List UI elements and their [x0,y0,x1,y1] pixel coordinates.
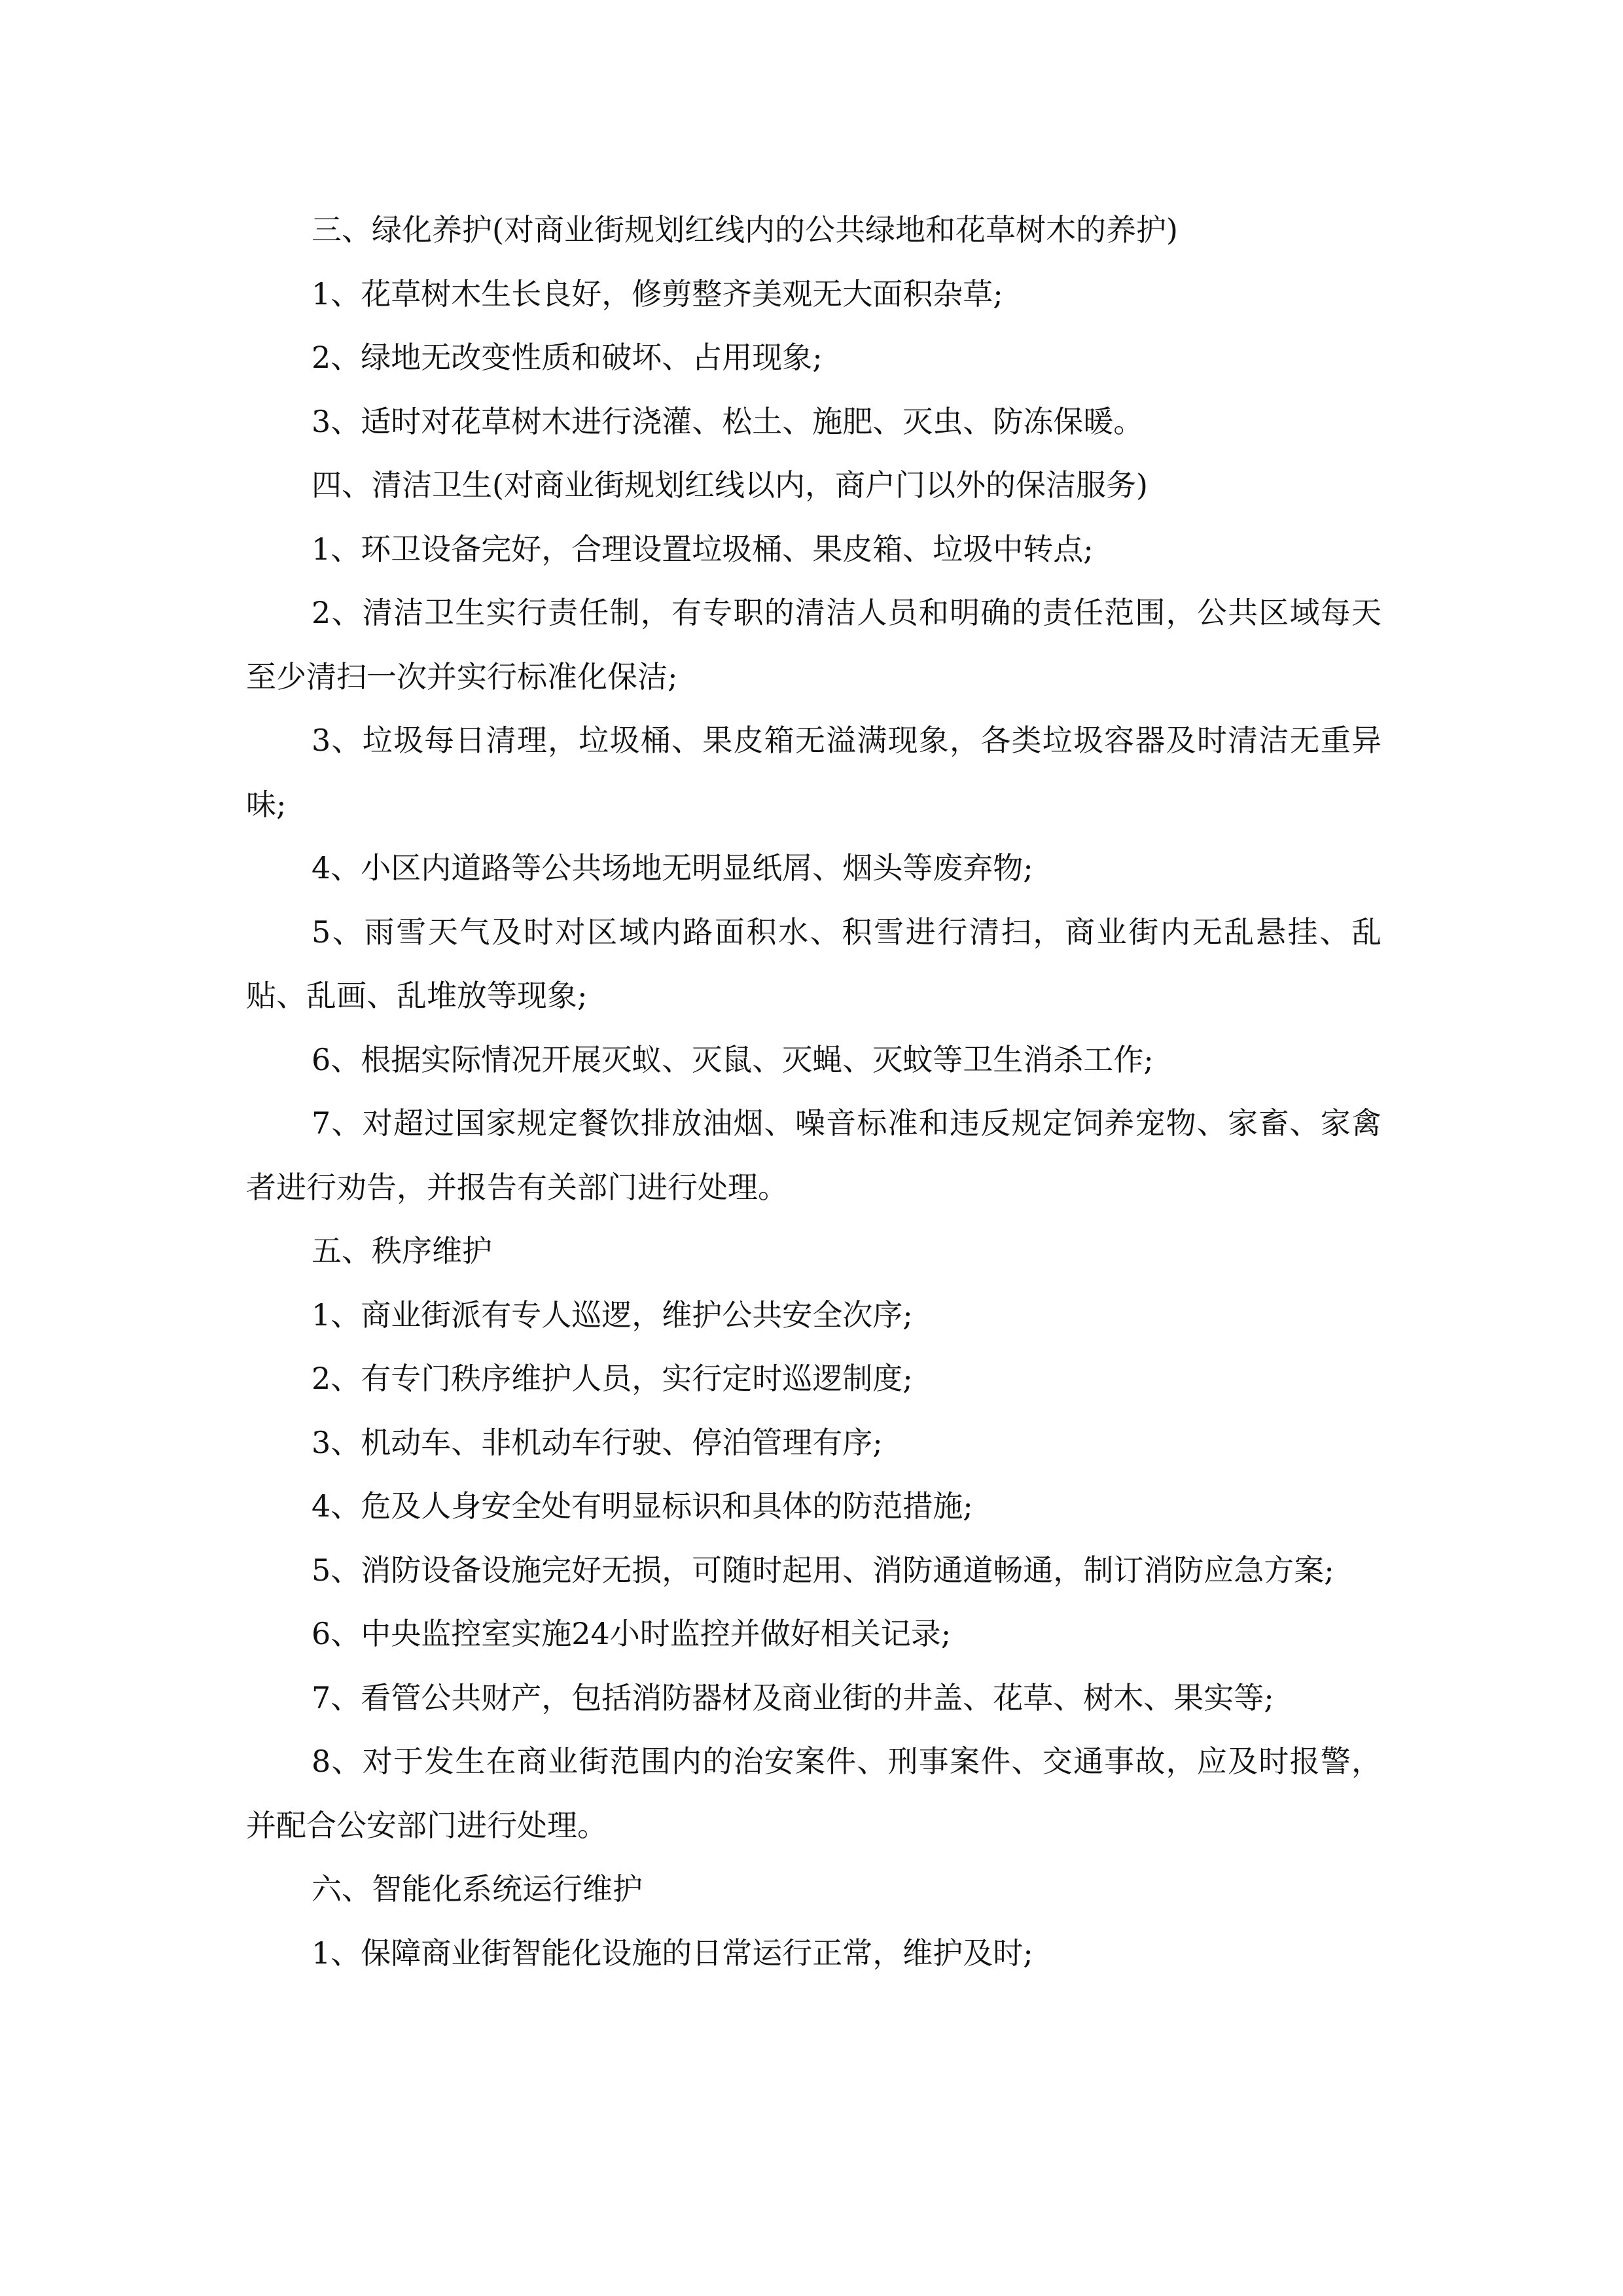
list-item: 3、适时对花草树木进行浇灌、松土、施肥、灭虫、防冻保暖。 [312,403,1144,439]
list-item: 7、对超过国家规定餐饮排放油烟、噪音标准和违反规定饲养宠物、家畜、家禽者进行劝告，并报告有关部门进行处理。 [246,1105,1382,1205]
document-body [246,198,1382,1985]
list-item: 4、小区内道路等公共场地无明显纸屑、烟头等废弃物; [312,850,1033,886]
list-item: 8、对于发生在商业街范围内的治安案件、刑事案件、交通事故，应及时报警，并配合公安部门进行处理。 [246,1744,1382,1843]
list-item: 3、垃圾每日清理，垃圾桶、果皮箱无溢满现象，各类垃圾容器及时清洁无重异味; [246,723,1382,822]
section-heading-intelligent-systems: 六、智能化系统运行维护 [312,1871,643,1907]
list-item: 6、中央监控室实施24小时监控并做好相关记录; [312,1616,952,1651]
list-item: 5、雨雪天气及时对区域内路面积水、积雪进行清扫，商业街内无乱悬挂、乱贴、乱画、乱堆放等现象; [246,914,1382,1013]
list-item: 2、绿地无改变性质和破坏、占用现象; [312,340,823,375]
list-item: 7、看管公共财产，包括消防器材及商业街的井盖、花草、树木、果实等; [312,1679,1274,1715]
list-item: 1、环卫设备完好，合理设置垃圾桶、果皮箱、垃圾中转点; [312,531,1094,567]
list-item: 6、根据实际情况开展灭蚁、灭鼠、灭蝇、灭蚊等卫生消杀工作; [312,1041,1154,1077]
list-item: 1、保障商业街智能化设施的日常运行正常，维护及时; [312,1935,1033,1971]
section-heading-cleaning: 四、清洁卫生(对商业街规划红线以内，商户门以外的保洁服务) [312,467,1148,503]
list-item: 2、清洁卫生实行责任制，有专职的清洁人员和明确的责任范围，公共区域每天至少清扫一次并实行标准化保洁; [246,595,1382,694]
list-item: 1、花草树木生长良好，修剪整齐美观无大面积杂草; [312,276,1003,312]
section-heading-greening: 三、绿化养护(对商业街规划红线内的公共绿地和花草树木的养护) [312,212,1178,247]
list-item: 5、消防设备设施完好无损，可随时起用、消防通道畅通，制订消防应急方案; [312,1552,1334,1588]
list-item: 4、危及人身安全处有明显标识和具体的防范措施; [312,1488,973,1524]
section-heading-order: 五、秩序维护 [312,1233,492,1268]
list-item: 1、商业街派有专人巡逻，维护公共安全次序; [312,1297,913,1333]
list-item: 2、有专门秩序维护人员，实行定时巡逻制度; [312,1361,913,1396]
list-item: 3、机动车、非机动车行驶、停泊管理有序; [312,1424,883,1460]
